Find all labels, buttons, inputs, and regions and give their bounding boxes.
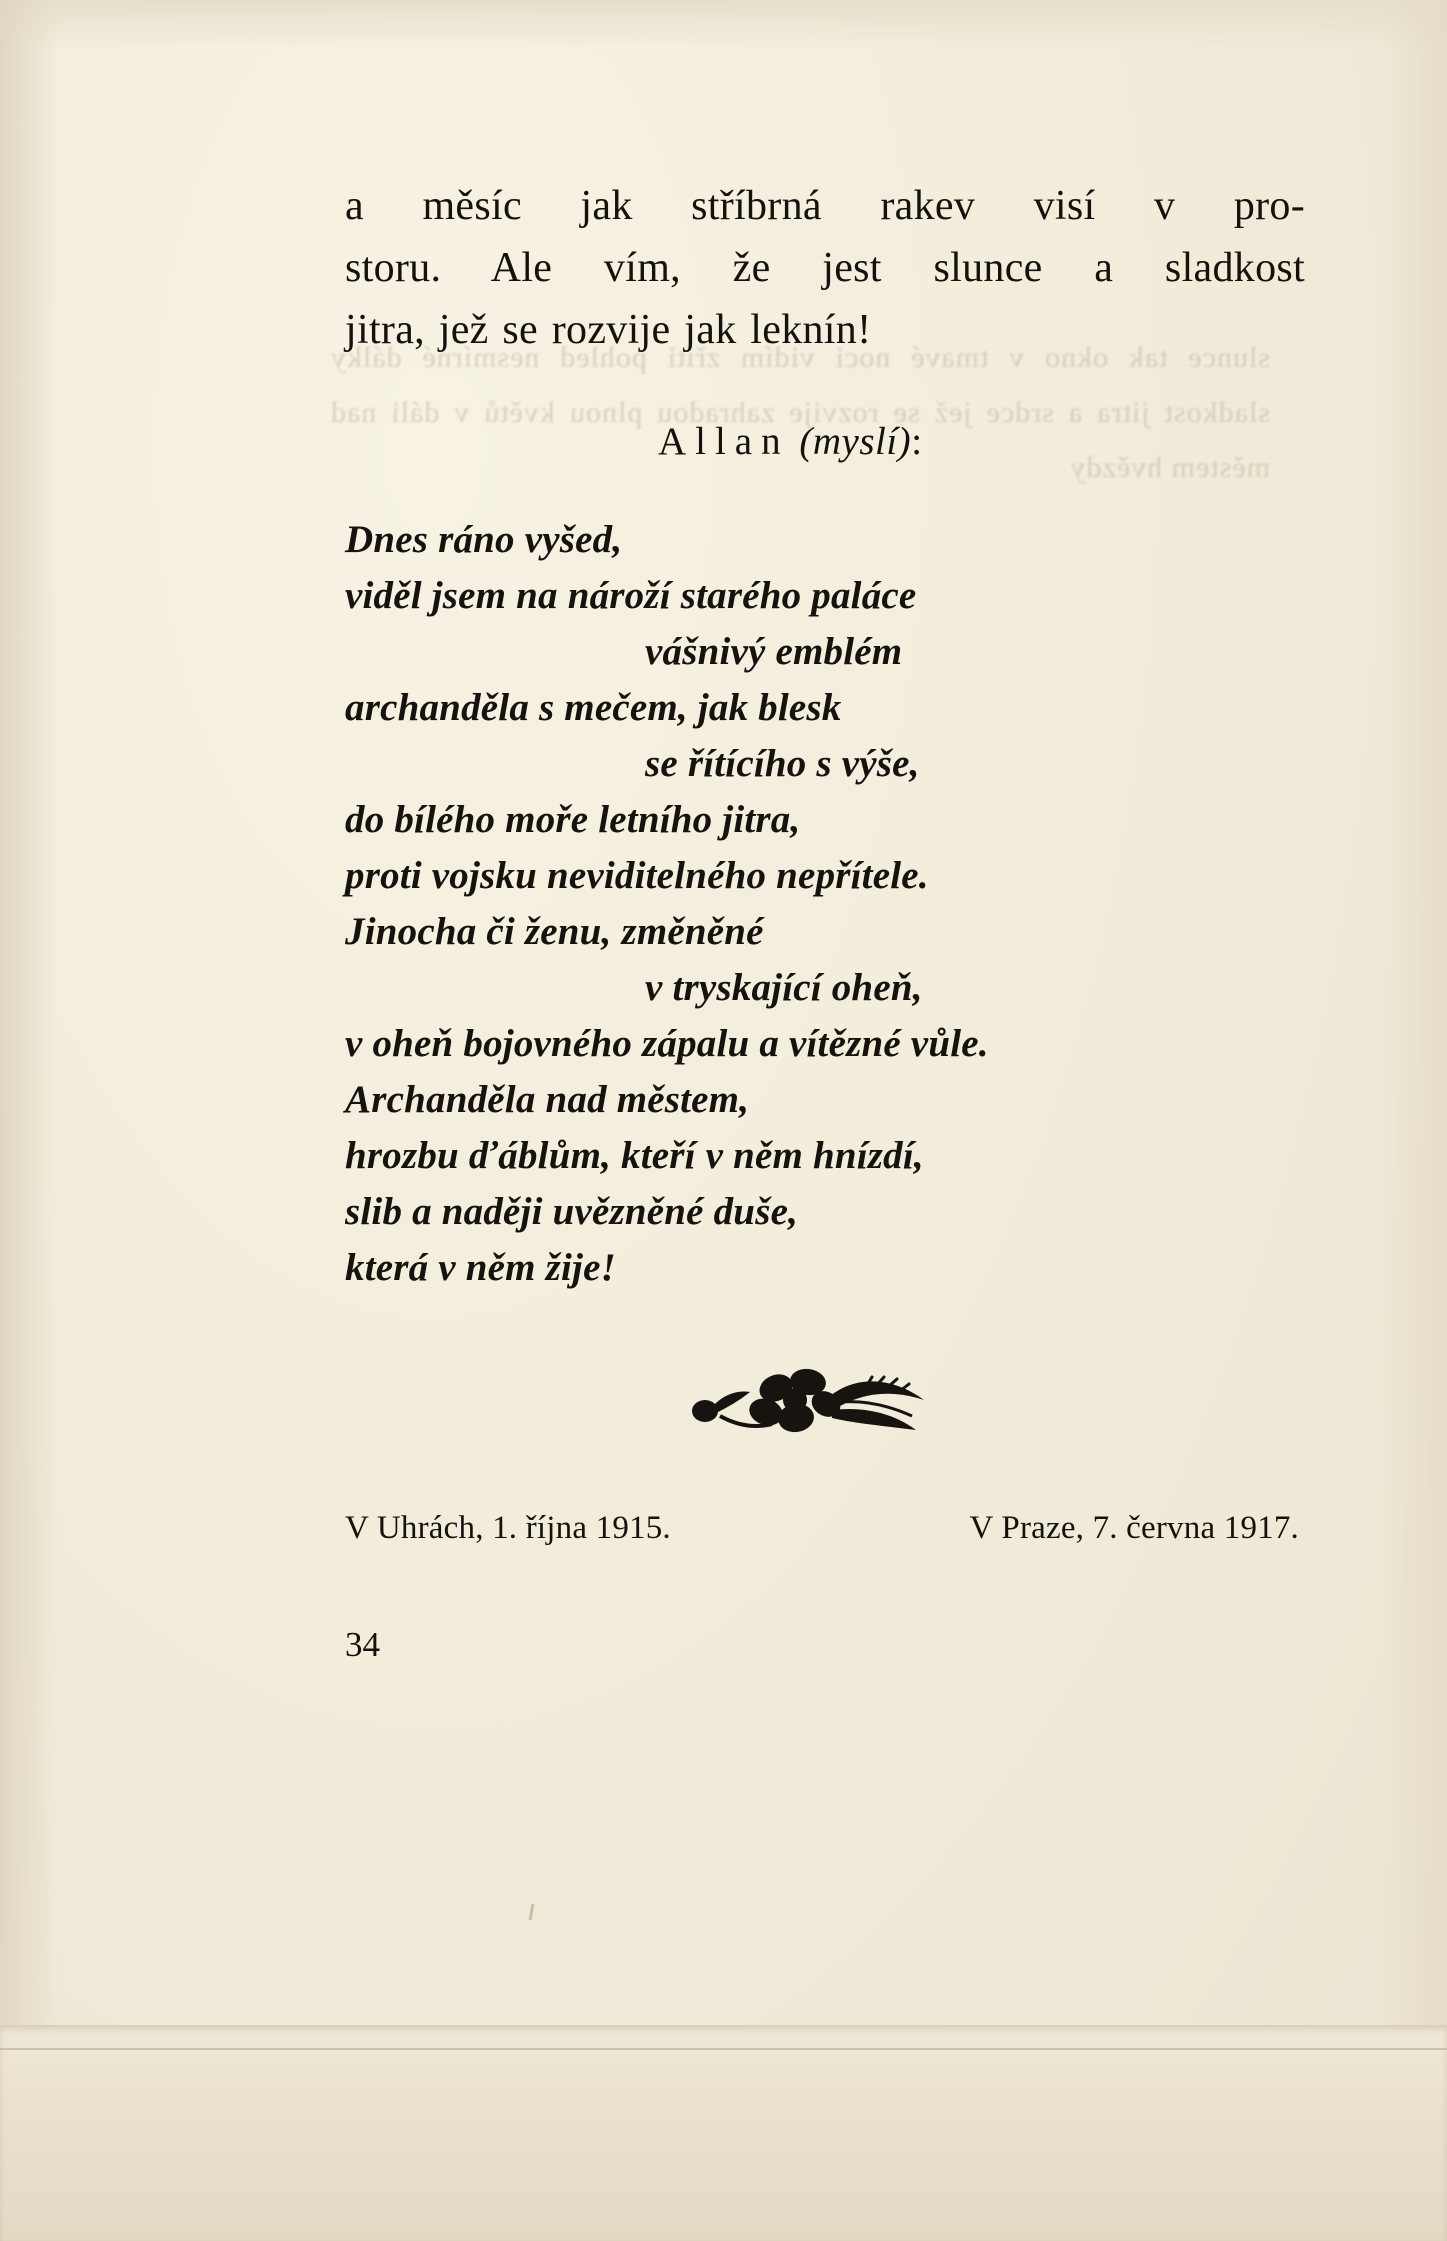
bleed-through-text: slunce tak okno v tmavé noci vidím zříti pohled nesmírné dálky sladkost jitra a srdce jež se rozvije zahradou plnou květů v dáli nad městem hvězdy	[330, 341, 1270, 484]
verse-line: Dnes ráno vyšed,	[345, 518, 623, 561]
verse-line: Jinocha či ženu, změněné	[345, 910, 764, 953]
floral-ornament-container	[345, 1356, 1305, 1448]
verse-line: archanděla s mečem, jak blesk	[345, 686, 842, 729]
page-number: 34	[345, 1625, 380, 1664]
paper-fleck	[529, 1904, 535, 1920]
verse-line: vášnivý emblém	[645, 630, 903, 673]
stage-direction: (myslí)	[799, 420, 912, 463]
prose-paragraph	[345, 175, 1305, 361]
floral-ornament-icon	[680, 1356, 940, 1448]
verse-line: v oheň bojovného zápalu a vítězné vůle.	[345, 1022, 989, 1065]
verse-line: v tryskající oheň,	[645, 966, 923, 1009]
verse-line: hrozbu ďáblům, kteří v něm hnízdí,	[345, 1134, 924, 1177]
verse-line: do bílého moře letního jitra,	[345, 798, 801, 841]
colophon-right: V Praze, 7. června 1917.	[969, 1510, 1299, 1546]
paper-edge-top	[0, 0, 1447, 50]
verse-line: viděl jsem na nároží starého paláce	[345, 574, 917, 617]
poem-body	[345, 512, 1305, 1296]
colophon	[345, 1510, 1305, 1547]
verse-line: proti vojsku neviditelného nepřítele.	[345, 854, 929, 897]
speaker-heading	[345, 419, 1305, 464]
paper-bottom-fold	[0, 2025, 1447, 2241]
verse-line: Archanděla nad městem,	[345, 1078, 750, 1121]
page-content	[345, 175, 1305, 1665]
prose-line: jitra, jež se rozvije jak leknín!	[345, 307, 872, 353]
verse-line: která v něm žije!	[345, 1246, 616, 1289]
verse-line: slib a naději uvězněné duše,	[345, 1190, 799, 1233]
paper-edge-left	[0, 0, 60, 2241]
paper-edge-right	[1377, 0, 1447, 2241]
verse-line: se řítícího s výše,	[645, 742, 920, 785]
colophon-left: V Uhrách, 1. října 1915.	[345, 1510, 671, 1546]
prose-line: storu. Ale vím, že jest slunce a sladkost	[345, 245, 1305, 291]
speaker-name: Allan	[657, 420, 790, 463]
speaker-colon: :	[911, 420, 923, 463]
prose-line: a měsíc jak stříbrná rakev visí v pro-	[345, 183, 1305, 229]
paper-crease	[0, 2048, 1447, 2050]
